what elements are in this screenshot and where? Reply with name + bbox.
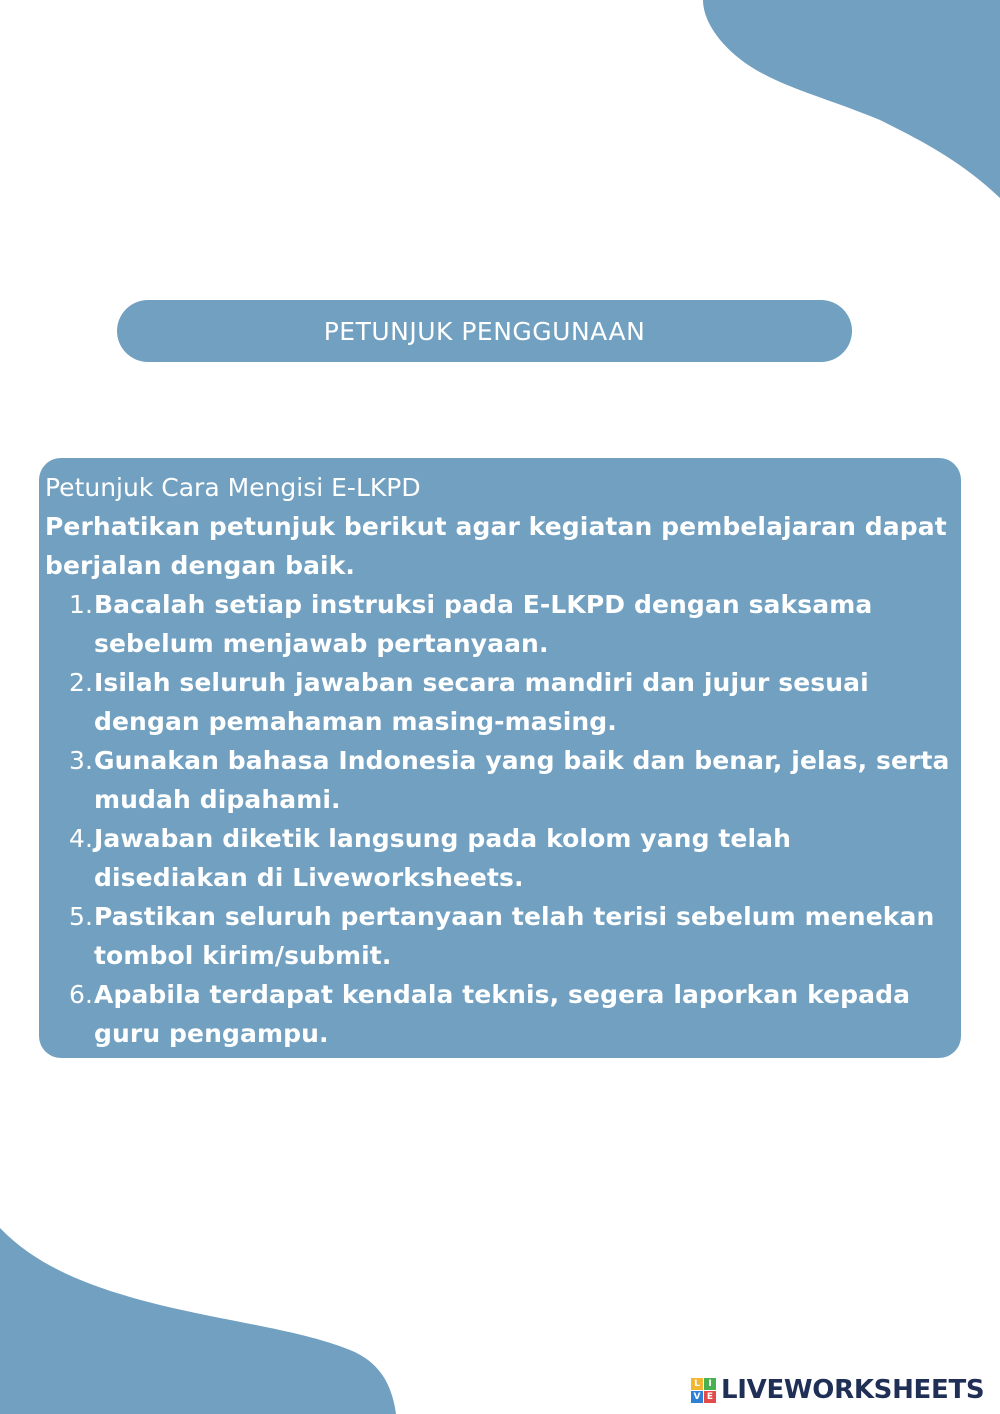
list-item bbox=[45, 819, 951, 897]
liveworksheets-logo[interactable] bbox=[691, 1374, 984, 1406]
top-right-blob bbox=[703, 0, 1000, 198]
panel-intro: Perhatikan petunjuk berikut agar kegiatan pembelajaran dapat berjalan dengan baik. bbox=[45, 512, 947, 580]
logo-mark-icon bbox=[691, 1378, 716, 1403]
step-number: 2. bbox=[68, 668, 93, 697]
step-text: Isilah seluruh jawaban secara mandiri dan jujur sesuai dengan pemahaman masing-masing. bbox=[94, 668, 869, 736]
step-number: 1. bbox=[68, 590, 93, 619]
logo-mark-cell: V bbox=[691, 1391, 703, 1403]
step-number: 4. bbox=[68, 824, 93, 853]
list-item bbox=[45, 585, 951, 663]
page-title-text: PETUNJUK PENGGUNAAN bbox=[323, 316, 646, 346]
list-item bbox=[45, 975, 951, 1053]
list-item bbox=[45, 897, 951, 975]
step-text: Jawaban diketik langsung pada kolom yang telah disediakan di Liveworksheets. bbox=[94, 824, 792, 892]
step-text: Gunakan bahasa Indonesia yang baik dan benar, jelas, serta mudah dipahami. bbox=[94, 746, 950, 814]
step-number: 3. bbox=[68, 746, 93, 775]
page-title bbox=[117, 300, 852, 362]
step-text: Apabila terdapat kendala teknis, segera laporkan kepada guru pengampu. bbox=[94, 980, 911, 1048]
logo-mark-cell: I bbox=[704, 1378, 716, 1390]
step-text: Pastikan seluruh pertanyaan telah terisi sebelum menekan tombol kirim/submit. bbox=[94, 902, 935, 970]
step-number: 6. bbox=[68, 980, 93, 1009]
logo-mark-cell: E bbox=[704, 1391, 716, 1403]
list-item bbox=[45, 663, 951, 741]
bottom-left-blob bbox=[0, 1228, 396, 1414]
panel-heading: Petunjuk Cara Mengisi E-LKPD bbox=[45, 473, 421, 502]
list-item bbox=[45, 741, 951, 819]
logo-text: LIVEWORKSHEETS bbox=[721, 1375, 985, 1405]
step-number: 5. bbox=[68, 902, 93, 931]
step-text: Bacalah setiap instruksi pada E-LKPD dengan saksama sebelum menjawab pertanyaan. bbox=[94, 590, 873, 658]
steps-list bbox=[45, 585, 951, 1053]
logo-mark-cell: L bbox=[691, 1378, 703, 1390]
instructions-panel bbox=[39, 458, 961, 1058]
